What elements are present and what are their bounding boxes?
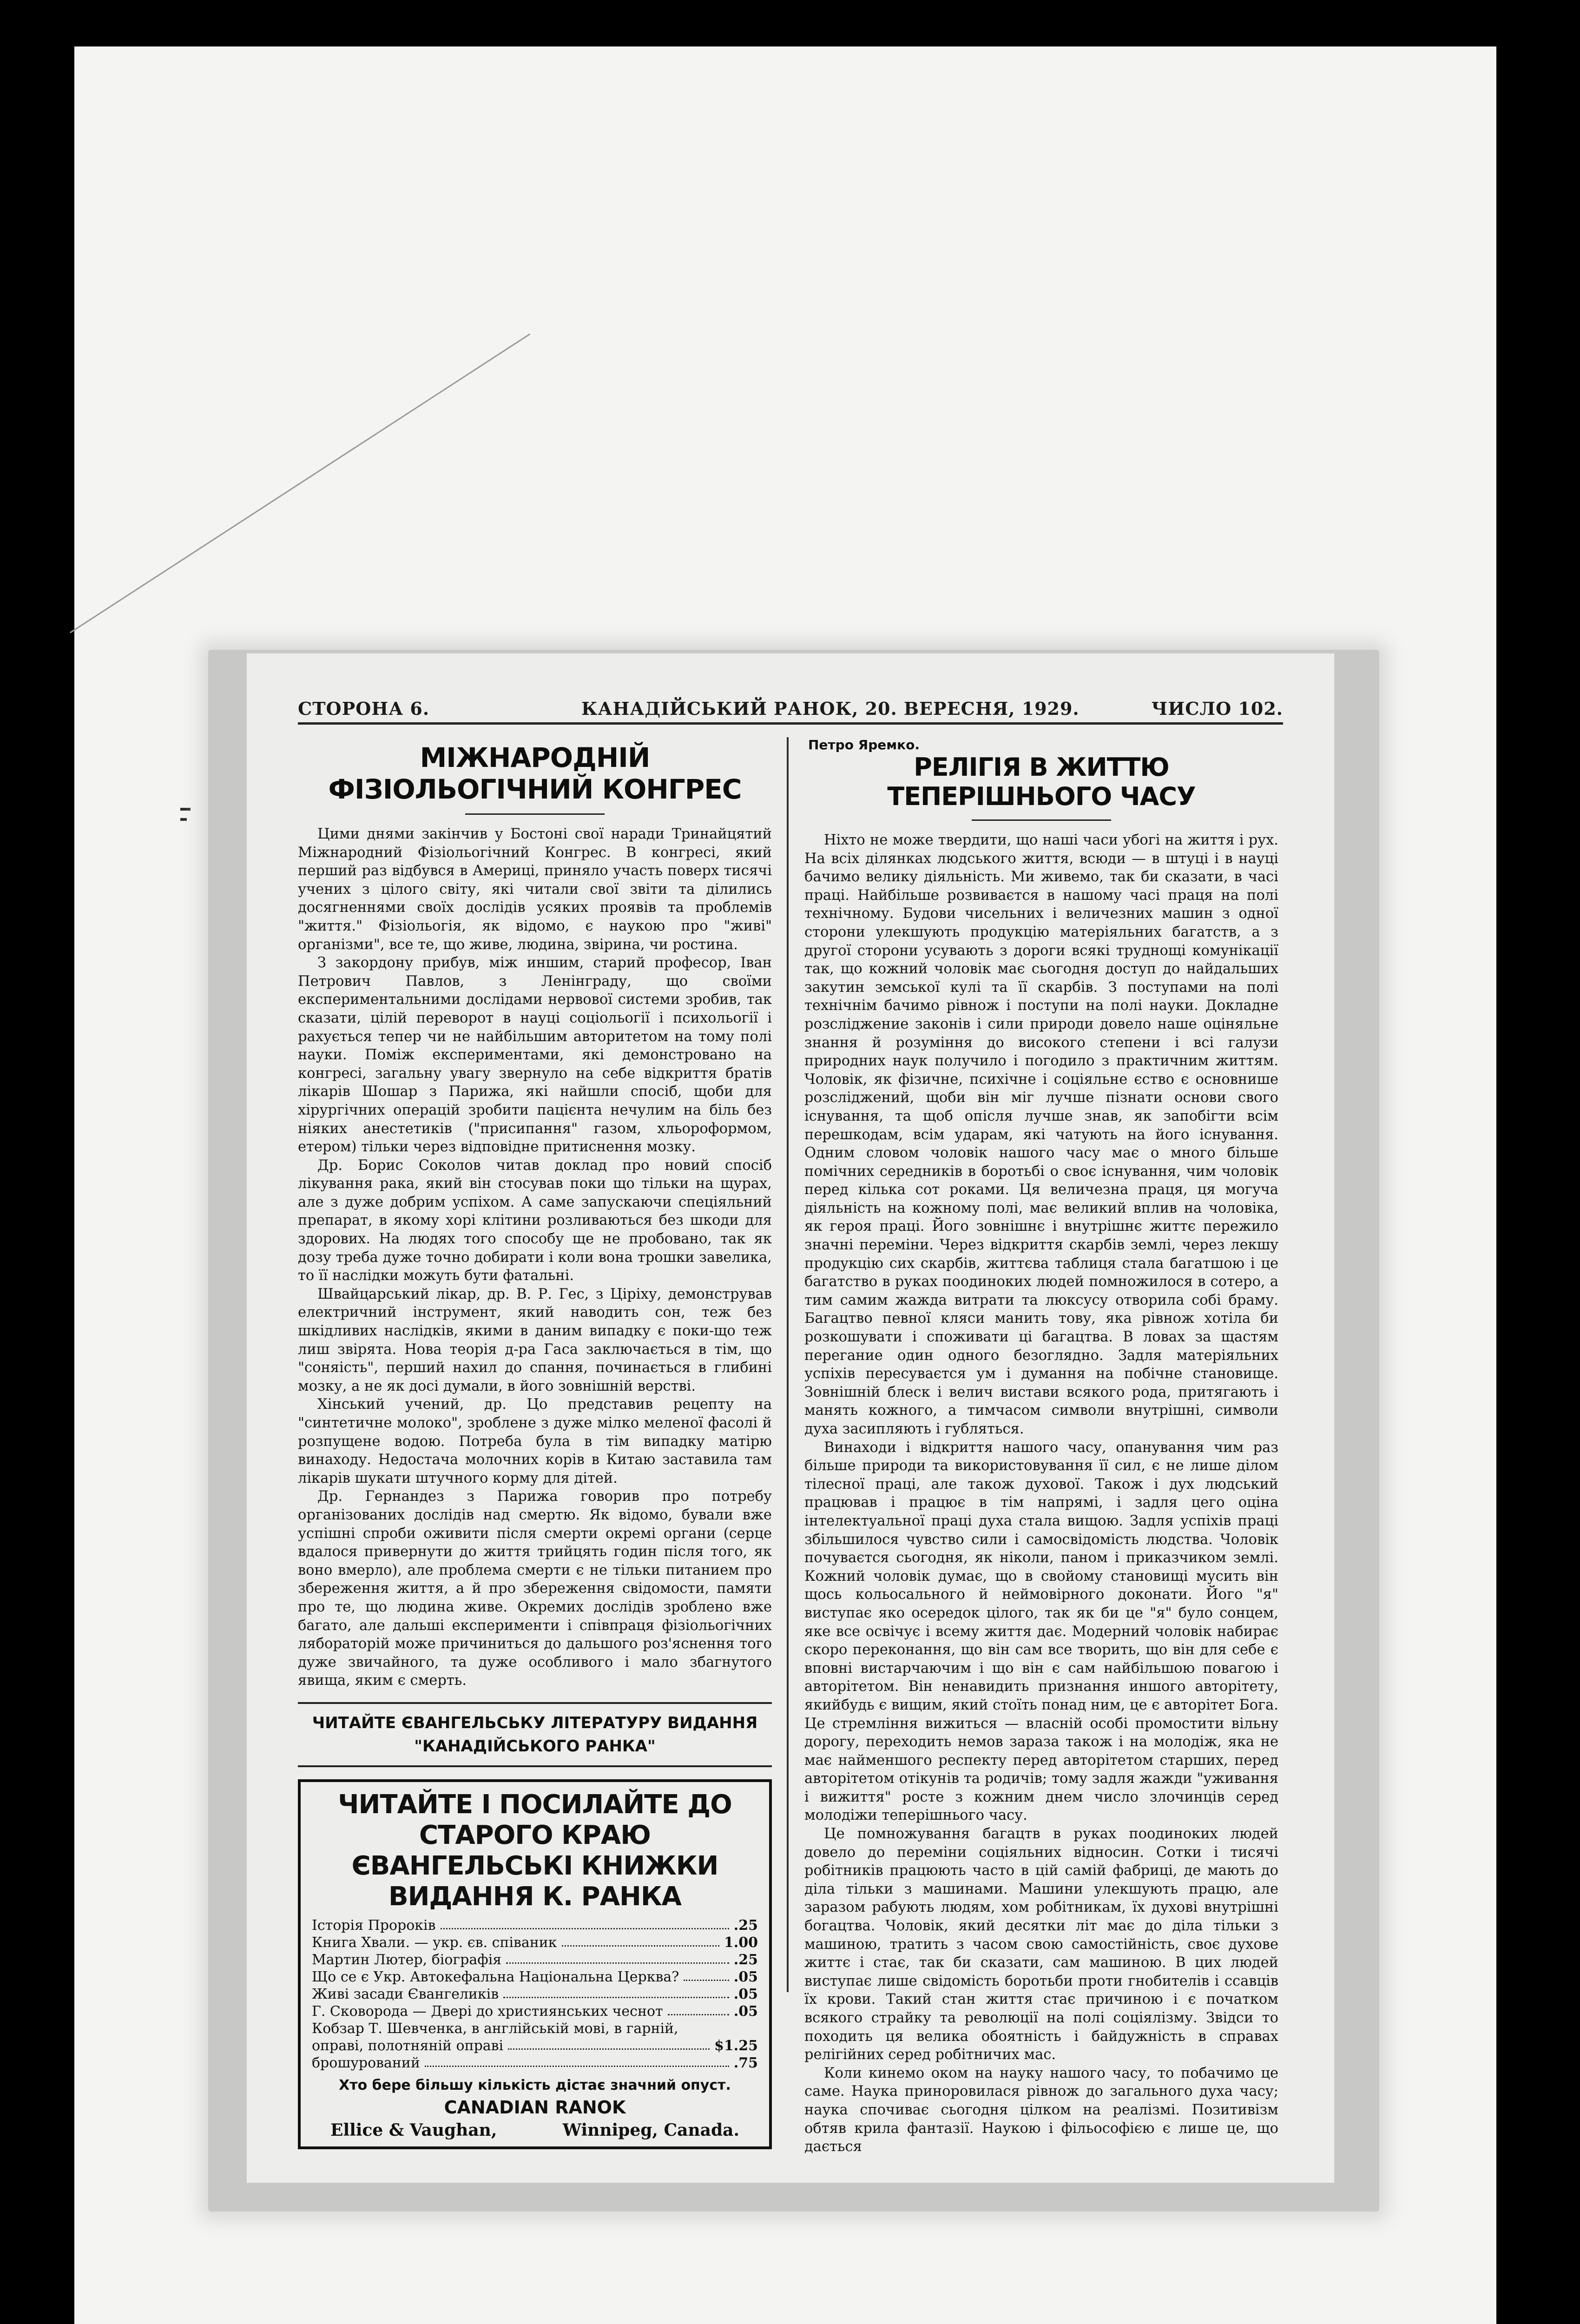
ad-item-name: Г. Сковорода — Двері до християнських чеснот xyxy=(312,2003,663,2020)
ad-item-name: Історія Пророків xyxy=(312,1917,436,1934)
ad-item-name: Що се є Укр. Автокефальна Національна Церква? xyxy=(312,1968,679,1985)
ad-headline-line-1: ЧИТАЙТЕ І ПОСИЛАЙТЕ ДО СТАРОГО КРАЮ xyxy=(338,1789,732,1850)
dot-leader xyxy=(441,1917,729,1929)
promo-line-2: "КАНАДІЙСЬКОГО РАНКА" xyxy=(414,1736,656,1756)
ad-address-street: Ellice & Vaughan, xyxy=(330,2120,497,2140)
ad-item-price: .05 xyxy=(733,1986,758,2002)
right-article-headline: РЕЛІГІЯ В ЖИТТЮ ТЕПЕРІШНЬОГО ЧАСУ xyxy=(887,753,1196,811)
newspaper-page xyxy=(246,653,1335,2183)
film-mark xyxy=(180,808,191,811)
masthead xyxy=(298,698,1283,726)
right-article-body xyxy=(804,831,1278,2156)
ad-item-price: $1.25 xyxy=(714,2037,758,2054)
film-mark xyxy=(180,818,187,821)
promo-rule-top xyxy=(298,1702,772,1704)
headline-rule xyxy=(465,813,605,815)
article-paragraph: Ніхто не може твердити, що наші часи убогі на життя і рух. На всіх ділянках людського життя, всюди — в штуці і в науці бачимо велику діяльність. Ми живемо, так би сказати, в часі праці. Найбільше розвиваєтся в нашому часі праця на полі технічному. Будови чисельних і величезних машин з одної сторони улекшують продукцію матеріяльних багатств, а з другої сторони усувають з дороги всякі труднощі комунікації так, що кожний чоловік має сьогодня доступ до найдальших закутин земської кулі та її скарбів. З поступами на полі технічнім бачимо рівнож і поступи на полі науки. Докладне розсліджение законів і сили природи довело наше оціняльне знання й розуміння до високого степени і всі галузи природних наук получило і погодило з практичним життям. Чоловік, як фізичне, психічне і соціяльне єство є основнише розсліджений, щоби він міг лучше пізнати основи свого існування, та щоб опісля лучше знав, як запобігти всім перешкодам, всім ударам, які чатують на його існування. Одним словом чоловік нашого часу має о много більше помічних середників в боротьбі о своє існування, чим чоловік перед кілька сот роками. Ця величезна праця, ця могуча діяльність на кожному полі, має великий вплив на чоловіка, як героя праці. Його зовнішнє і внутрішнє життє пережило значні переміни. Через відкриття скарбів землі, через лекшу продукцію сих скарбів, життєва таблиця стала багатшою і це багатство в руках поодиноких людей помножилося в сотеро, а тим самим жажда витрати та люксусу отворила собі браму. Багацтво певної кляси манить тову, яка рівнож хотіла би розкошувати і споживати ці багацтва. В ловах за щастям перегание один одного безоглядно. Задля матеріяльних успіхів пересуваєтся ум і думання на побічне становище. Зовнішній блеск і велич вистави всякого рода, притягають і манять кожного, а тимчасом символи внутрішні, символи духа засипляють і гублятьcя. xyxy=(804,832,1278,1437)
ad-headline xyxy=(312,1789,758,1912)
ad-address-city: Winnipeg, Canada. xyxy=(562,2120,739,2140)
ad-item xyxy=(312,2003,758,2020)
dot-leader xyxy=(668,2003,729,2015)
promo-rule-bottom xyxy=(298,1765,772,1767)
ad-price-list xyxy=(312,1917,758,2072)
article-paragraph: Це помножування багацтв в руках поодиноких людей довело до переміни соціяльних відносин. Сотки і тисячі робітників працюють часто в цій самій фабриці, де мають до діла тільки з машинами. Машини улекшують працю, але заразом рабують людям, хом робітникам, їх духові внутрішні богацтва. Чоловік, який десятки літ має до діла тільки з машиною, тратить з часом свою самостійність, своє духове життє і стає, так би сказати, сам машиною. В цих людей виступає лише свідомість боротьби проти гнобителів і ссавців їх крови. Такий стан життя стає причиною і є початком всякого страйку та революції на полі соціялізму. Звідси то походить ця велика обоятність і байдужність в справах релігійних серед робітничих мас. xyxy=(804,1826,1278,2063)
left-article-body xyxy=(298,825,772,1690)
dot-leader xyxy=(684,1968,729,1981)
article-paragraph: Швайцарський лікар, др. В. Р. Гес, з Ціріху, демонстрував електричний інструмент, який наводить сон, теж без шкідливих наслідків, якими в даним випадку є поки-що теж лиш звірята. Нова теорія д-ра Гаса заключається в тім, що "соняість", перший нахил до спання, починається в глибині мозку, а не як досі думали, в його зовнішній верстві. xyxy=(298,1286,772,1394)
ad-discount-note: Хто бере більшу кількість дістає значний опуст. xyxy=(339,2077,731,2093)
ad-item xyxy=(312,2054,758,2072)
ad-item-name: Кобзар Т. Шевченка, в англійській мові, в гарній, xyxy=(312,2020,678,2037)
ad-item-price: .25 xyxy=(733,1951,758,1968)
issue-number: ЧИСЛО 102. xyxy=(1151,698,1283,719)
article-paragraph: З закордону прибув, між иншим, старий професор, Іван Петрович Павлов, з Ленінграду, що своїми експериментальними дослідами нервової системи зробив, так сказати, цілій переворот в науці соціольогії і психольогії і рахується тепер чи не найбільшим авторитетом на тому полі науки. Поміж експериментами, які демонстровано на конгресі, загальну увагу звернуло на себе відкриття братів лікарів Шошар з Парижа, які найшли спосіб, щоби для хірургічних операцій зробити пацієнта нечулим на біль без ніяких анестетиків ("присипання" газом, хльороформом, етером) тільки через відповідне притиснення мозку. xyxy=(298,955,772,1155)
paper-title: КАНАДІЙСЬКИЙ РАНОК, 20. ВЕРЕСНЯ, 1929. xyxy=(581,698,1080,719)
book-advertisement xyxy=(298,1779,772,2149)
column-divider xyxy=(787,737,789,1992)
ad-item xyxy=(312,1986,758,2003)
article-paragraph: Др. Гернандез з Парижа говорив про потребу організованих дослідів над смертю. Як відомо, бували вже успішні спроби оживити після смерти окремі органи (серце вдалося привернути до життя трийцять годин після того, як воно вмерло), але проблема смерти є не тільки питанием про збереження життя, а й про збереження свідомости, памяти про те, що людина живе. Окремих дослідів зроблено вже багато, але дальші експерименти і співпраця фізіольогічних лябораторій може причиниться до дальшого роз'яснення того дуже звичайного, та дуже особливого і мало збагнутого явища, яким є смерть. xyxy=(298,1488,772,1689)
article-paragraph: Коли кинемо оком на науку нашого часу, то побачимо це саме. Наука приноровилася рівнож до загального духа часу; наука спочиває сьогодня цілком на реалізмі. Позитивізм обтяв крила фантазії. Наукою і фільософією є лише це, що дається xyxy=(804,2065,1278,2155)
article-author: Петро Яремко. xyxy=(808,737,920,753)
article-paragraph: Винаходи і відкриття нашого часу, опанування чим раз більше природи та використовування її сил, є не лише ділом тілесної праці, але також духової. Також і дух людський працював і працює в тім напрямі, і задля цего оціна інтелектуальної праці духа стала вищою. Задля успіхів праці збільшилося чувство сили і самосвідомість людства. Чоловік почуваєтся сьогодня, як ніколи, паном і приказчиком землі. Кожний чоловік думає, що в свойому становищі мусить він щось кольосального й неймовірного доконати. Його "я" виступає яко осередок цілого, так як би це "я" було сонцем, яке все освічує і всему життя дає. Модерний чоловік набирає скоро переконання, що він сам все творить, що він для себе є вповні вистарчаючим і що він є сам найбільшою повагою і авторітетом. Він ненавидить признання иншого авторітету, якийбудь є вищим, який стоїть понад ним, це є авторітет Бога. Це стремління вижиться — власній особі промостити вільну дорогу, переходить немов зараза також і на молодіж, яка не має найменшого респекту перед авторітетом старших, перед авторітетом отікунів та родичів; тому задля жажди "уживання і вижиття" росте з кожним днем число злочинців серед молодіжи теперішнього часу. xyxy=(804,1439,1278,1824)
ad-item-name: Мартин Лютер, біографія xyxy=(312,1951,502,1968)
ad-item-price: .05 xyxy=(733,1968,758,1985)
ad-item xyxy=(312,2020,758,2037)
ad-item-price: .05 xyxy=(733,2003,758,2020)
page-label: СТОРОНА 6. xyxy=(298,698,430,719)
ad-item xyxy=(312,1917,758,1934)
ad-item-price: 1.00 xyxy=(724,1934,758,1951)
ad-item-name: Живі засади Євангеликів xyxy=(312,1986,499,2002)
article-paragraph: Цими днями закінчив у Бостоні свої наради Тринайцятий Міжнародний Фізіольогічний Конгрес. В конгресі, який перший раз відбувся в Америці, приняло участь поверх тисячі учених з цілого світу, які читали свої звіти та ділились досягненнями своїх дослідів усяких проявів та проблемів "життя." Фізіольогія, як відомо, є наукою про "живі" організми", все те, що живе, людина, звірина, чи ростина. xyxy=(298,826,772,953)
dot-leader xyxy=(562,1934,719,1947)
ad-item-price: .75 xyxy=(733,2054,758,2071)
article-paragraph: Др. Борис Соколов читав доклад про новий спосіб лікування рака, який він стосував поки що тільки на щурах, але з дуже добрим успіхом. А саме запускаючи спеціяльний препарат, в якому хорі клітини розливаються без шкоди для здорових. На людях того способу ще не пробовано, так як дозу треба дуже точно добирати і коли вона трошки завелика, то її наслідки можуть бути фатальні. xyxy=(298,1157,772,1284)
ad-headline-line-2: ЄВАНГЕЛЬСЬКІ КНИЖКИ ВИДАННЯ К. РАНКА xyxy=(351,1850,718,1912)
dot-leader xyxy=(506,1951,729,1964)
promo-text xyxy=(298,1711,772,1758)
ad-item xyxy=(312,1951,758,1968)
masthead-rule xyxy=(298,722,1283,725)
ad-item-name: Книга Хвали. — укр. єв. співаник xyxy=(312,1934,557,1951)
ad-item-price: .25 xyxy=(733,1917,758,1934)
headline-rule xyxy=(972,819,1111,821)
ad-company-name: CANADIAN RANOK xyxy=(444,2097,626,2118)
dot-leader xyxy=(508,2037,710,2050)
ad-address xyxy=(330,2120,739,2140)
ad-item xyxy=(312,1968,758,1986)
ad-item-name: оправі, полотняній оправі xyxy=(312,2037,504,2054)
ad-item xyxy=(312,2037,758,2054)
article-paragraph: Хінський учений, др. Цо представив рецепту на "синтетичне молоко", зроблене з дуже мілко меленої фасолі й розпущене водою. Потреба була в тім випадку матірю винаходу. Недостача молочних корів в Китаю заставила там лікарів шукати штучного корму для дітей. xyxy=(298,1396,772,1486)
left-article-headline: МІЖНАРОДНІЙ ФІЗІОЛЬОГІЧНИЙ КОНГРЕС xyxy=(328,742,742,805)
right-column xyxy=(804,737,1278,2156)
left-column xyxy=(298,742,772,2149)
ad-item xyxy=(312,1934,758,1951)
ad-item-name: брошурований xyxy=(312,2054,420,2071)
dot-leader xyxy=(425,2054,729,2067)
promo-block xyxy=(298,1702,772,1767)
dot-leader xyxy=(503,1986,729,1998)
promo-line-1: ЧИТАЙТЕ ЄВАНГЕЛЬСЬКУ ЛІТЕРАТУРУ ВИДАННЯ xyxy=(312,1713,758,1732)
